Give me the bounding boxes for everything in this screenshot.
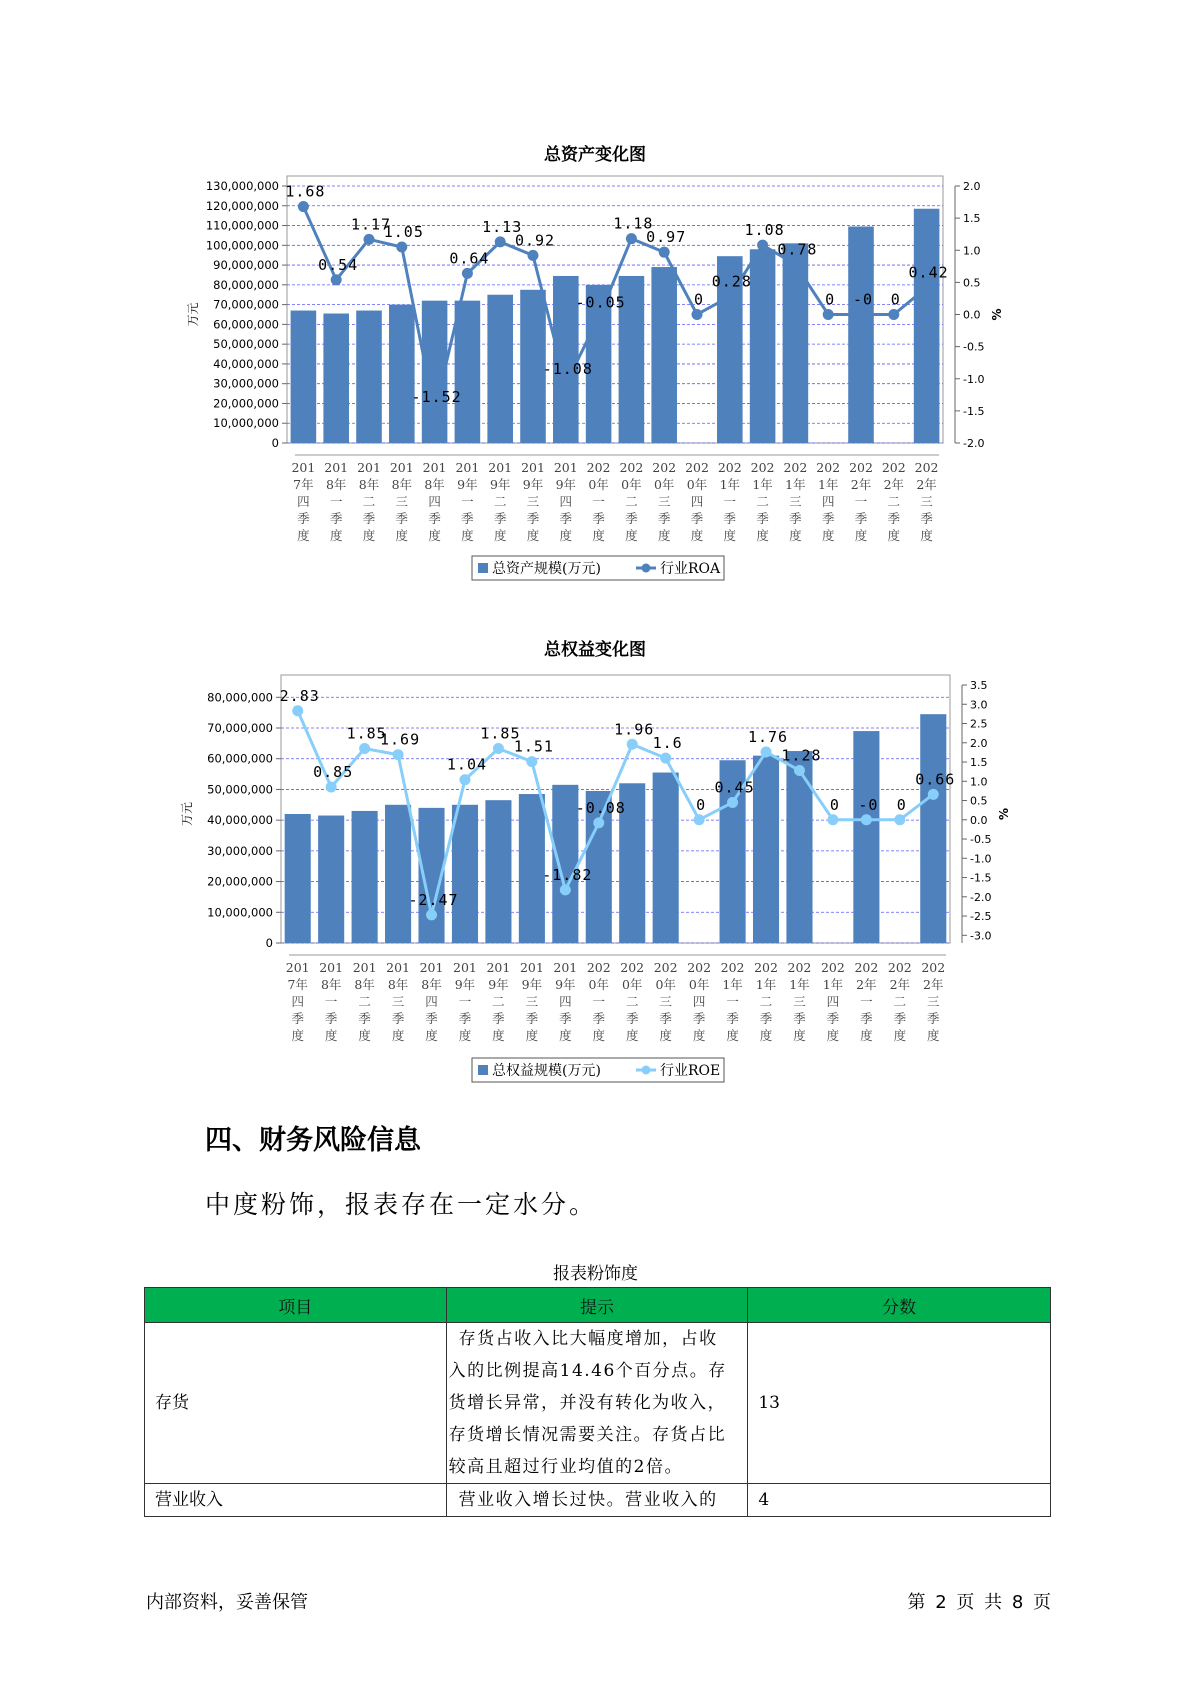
line-point [694,814,705,825]
data-label: -1.82 [542,865,593,884]
y-tick-label: 110,000,000 [205,218,279,233]
x-tick-label: 202 1年四季度 [820,960,845,1043]
y-tick-label: 80,000,000 [207,690,273,705]
data-label: -2.47 [408,890,459,909]
x-tick-label: 202 2年二季度 [887,960,912,1043]
hint-line: 营业收入增长过快。营业收入的 [458,1490,718,1510]
line-point [757,240,768,251]
data-label: -1.08 [542,359,593,378]
bar [385,805,411,943]
data-label: 2.83 [279,686,320,705]
y-axis-title: 万元 [186,302,200,327]
x-tick-label: 202 1年三季度 [787,960,812,1043]
x-tick-label: 202 2年一季度 [854,960,879,1043]
line-point [426,909,437,920]
row-hint [446,1323,748,1484]
y2-tick-label: -2.0 [970,890,992,904]
x-tick-label: 202 1年一季度 [720,960,745,1043]
y2-axis-title: % [997,807,1011,821]
y2-tick-label: 1.0 [963,244,981,258]
y-tick-label: 10,000,000 [207,905,273,920]
x-tick-label: 201 7年四季度 [285,960,310,1043]
line-point [921,282,932,293]
y-tick-label: 20,000,000 [213,396,279,411]
y2-tick-label: 1.0 [970,775,988,789]
line-point [292,705,303,716]
hint-line: 货增长异常，并没有转化为收入， [448,1393,727,1413]
legend-line-marker [642,1066,651,1075]
data-label: 0.66 [915,770,956,789]
y-tick-label: 130,000,000 [205,179,279,193]
data-label: 1.05 [383,223,424,242]
y2-tick-label: -1.0 [963,372,985,386]
bar [786,751,812,943]
bar [452,805,478,943]
data-label: 1.08 [744,221,785,240]
data-label: 0.45 [714,778,755,797]
bar [389,305,415,443]
y2-tick-label: -2.5 [970,910,992,924]
data-label: 1.6 [652,734,683,753]
row-item: 存货 [145,1323,447,1484]
y2-tick-label: 0.0 [963,308,981,322]
legend-bar-swatch [478,1065,488,1075]
x-tick-label: 202 1年三季度 [783,460,808,543]
y-tick-label: 50,000,000 [207,782,273,797]
y-tick-label: 80,000,000 [213,277,279,292]
y2-tick-label: -2.0 [963,437,985,450]
x-tick-label: 202 0年二季度 [620,960,645,1043]
data-label: 1.96 [614,720,655,739]
x-tick-label: 202 1年四季度 [816,460,841,543]
line-point [626,233,637,244]
legend-bar-swatch [478,563,488,573]
data-label: 0 [890,290,901,309]
bar [487,295,513,443]
bar [848,227,874,443]
y2-tick-label: -0.5 [970,833,992,847]
bar [323,314,349,443]
legend-bar-label: 总资产规模(万元) [492,561,601,577]
line-point [298,201,309,212]
line-point [528,250,539,261]
table-header-row [145,1288,1051,1323]
line-point [794,765,805,776]
line-point [861,814,872,825]
line-point [459,774,470,785]
line-point [560,884,571,895]
table-row [145,1484,1051,1517]
data-label: 1.85 [480,724,521,743]
x-tick-label: 201 8年二季度 [352,960,377,1043]
data-label: 1.51 [513,737,554,756]
data-label: 0.54 [318,255,359,274]
line-point [790,259,801,270]
data-label: 1.76 [747,728,789,747]
y2-tick-label: -3.0 [970,929,992,943]
x-tick-label: 202 1年二季度 [754,960,778,1043]
hint-line: 较高且超过行业均值的2倍。 [448,1457,683,1477]
x-tick-label: 201 8年一季度 [324,460,349,543]
data-label: -0.05 [575,293,626,312]
bar [651,267,677,443]
x-tick-label: 201 8年三季度 [386,960,411,1043]
y-tick-label: 100,000,000 [205,238,279,253]
line-point [493,743,504,754]
line-point [761,747,772,758]
row-score: 13 [748,1323,1051,1484]
line-point [593,817,604,828]
line-point [692,309,703,320]
header-hint: 提示 [446,1288,748,1323]
line-point [495,236,506,247]
data-label: 0 [693,290,705,309]
data-label: 0.92 [514,231,556,250]
line-point [659,247,670,258]
legend-line-marker [642,564,651,573]
x-tick-label: 201 7年四季度 [291,460,316,543]
bar [552,785,578,943]
total-assets-chart [0,130,1191,590]
line-point [928,789,939,800]
y-tick-label: 30,000,000 [207,843,273,858]
line-point [526,756,537,767]
y-tick-label: 90,000,000 [213,258,279,273]
legend-line-label: 行业ROA [660,561,721,577]
x-tick-label: 201 9年一季度 [453,960,477,1043]
row-score: 4 [748,1484,1051,1517]
y-axis-title: 万元 [180,801,194,827]
bar [485,800,511,943]
line-point [359,743,370,754]
line-point [856,309,867,320]
y2-tick-label: 0.5 [970,794,988,808]
data-label: 1.69 [380,730,421,749]
y-tick-label: 40,000,000 [213,356,279,371]
data-label: 1.28 [781,746,822,765]
x-tick-label: 202 0年四季度 [685,460,709,543]
chart-title: 总资产变化图 [544,145,646,165]
bar [914,209,940,443]
y-tick-label: 0 [265,936,273,950]
x-tick-label: 201 8年三季度 [389,460,414,543]
line-point [393,749,404,760]
y-tick-label: 10,000,000 [213,416,279,431]
data-label: -0 [858,795,879,814]
line-point [727,797,738,808]
bar [519,794,545,943]
y2-tick-label: -1.0 [970,852,992,866]
line-point [462,268,473,279]
x-tick-label: 201 9年二季度 [488,460,513,543]
row-item: 营业收入 [145,1484,447,1517]
data-label: 0.42 [908,263,949,282]
bar [853,731,879,943]
x-tick-label: 202 0年三季度 [652,460,677,543]
risk-table [144,1287,1051,1517]
hint-line: 存货占收入比大幅度增加，占收 [458,1329,718,1349]
y-tick-label: 70,000,000 [207,721,273,735]
x-tick-label: 202 0年一季度 [586,460,611,543]
header-score: 分数 [748,1288,1051,1323]
data-label: 0.85 [313,763,354,782]
legend-bar-label: 总权益规模(万元) [492,1063,601,1079]
data-label: -0.08 [575,798,626,817]
bar [920,714,946,943]
y2-tick-label: 2.5 [970,717,988,731]
line-point [894,814,905,825]
line-point [429,407,440,418]
bar [352,811,378,943]
x-tick-label: 202 2年三季度 [914,460,939,543]
line-point [326,782,337,793]
data-label: 0.28 [711,272,752,291]
y-tick-label: 20,000,000 [207,874,273,889]
line-point [724,291,735,302]
bar [455,301,481,443]
y-tick-label: 0 [271,436,279,450]
table-caption: 报表粉饰度 [553,1264,638,1284]
data-label: 1.68 [285,182,326,201]
hint-line: 存货增长情况需要关注。存货占比 [448,1425,727,1445]
y2-tick-label: 3.0 [970,698,988,712]
y2-tick-label: -1.5 [963,404,985,418]
y-tick-label: 30,000,000 [213,376,279,391]
line-point [593,312,604,323]
x-tick-label: 201 9年三季度 [521,460,545,543]
data-label: 0 [829,795,840,814]
x-tick-label: 201 9年一季度 [455,460,480,543]
x-tick-label: 202 2年三季度 [921,960,946,1043]
line-point [331,274,342,285]
data-label: -0 [852,290,874,309]
y-tick-label: 70,000,000 [213,297,279,312]
x-tick-label: 201 8年四季度 [422,460,447,543]
line-point [560,378,571,389]
x-tick-label: 201 8年四季度 [419,960,444,1043]
x-tick-label: 202 1年一季度 [717,460,742,543]
x-tick-label: 201 9年四季度 [553,460,578,543]
x-tick-label: 201 9年三季度 [519,960,544,1043]
y-tick-label: 50,000,000 [213,337,279,352]
bar [285,814,311,943]
table-row [145,1323,1051,1484]
line-point [823,309,834,320]
x-tick-label: 202 2年二季度 [881,460,906,543]
data-label: 0 [825,290,836,309]
y2-tick-label: 2.0 [963,180,981,193]
chart-title: 总权益变化图 [544,640,646,660]
bar [750,249,776,443]
x-tick-label: 202 0年二季度 [619,460,644,543]
x-tick-label: 201 8年一季度 [319,960,344,1043]
header-item: 项目 [145,1288,447,1323]
y2-tick-label: 2.0 [970,736,988,750]
total-equity-chart [0,632,1191,1092]
x-tick-label: 202 0年三季度 [653,960,678,1043]
total-assets-chart-svg [0,130,1191,590]
y-tick-label: 60,000,000 [213,317,279,332]
y2-tick-label: 1.5 [963,212,981,226]
data-label: 1.18 [613,214,654,233]
y2-axis-title: % [990,308,1004,321]
section-text: 中度粉饰，报表存在一定水分。 [205,1190,598,1219]
y-tick-label: 40,000,000 [207,813,273,828]
row-hint [446,1484,748,1517]
bar [653,773,679,943]
line-point [827,814,838,825]
bar [753,756,779,943]
data-label: 0.78 [777,240,818,259]
data-label: 0.64 [449,249,490,268]
line-point [627,739,638,750]
data-label: 1.13 [482,217,523,236]
x-tick-label: 202 0年一季度 [586,960,611,1043]
x-tick-label: 201 8年二季度 [357,460,381,543]
y2-tick-label: 0.5 [963,276,981,290]
data-label: 0.97 [646,228,687,247]
line-point [660,753,671,764]
x-tick-label: 201 9年二季度 [486,960,511,1043]
footer-confidential: 内部资料，妥善保管 [146,1592,308,1613]
data-label: 1.85 [346,724,387,743]
bar [356,311,382,443]
y2-tick-label: 0.0 [970,813,988,827]
y2-tick-label: 3.5 [970,679,988,692]
x-tick-label: 202 1年二季度 [750,460,775,543]
y2-tick-label: 1.5 [970,756,988,770]
section-title: 四、财务风险信息 [205,1125,421,1156]
line-point [364,234,375,245]
bar [783,243,809,443]
data-label: 1.17 [350,215,392,234]
total-equity-chart-svg [0,632,1191,1092]
data-label: -1.52 [411,388,462,407]
x-tick-label: 202 2年一季度 [849,460,873,543]
data-label: 0 [896,795,907,814]
data-label: 0 [696,795,707,814]
line-point [888,309,899,320]
legend-line-label: 行业ROE [660,1063,721,1079]
bar [318,816,344,943]
x-tick-label: 202 0年四季度 [687,960,712,1043]
y2-tick-label: -1.5 [970,871,992,885]
bar [291,311,317,443]
x-tick-label: 201 9年四季度 [553,960,578,1043]
y2-tick-label: -0.5 [963,340,985,354]
y-tick-label: 120,000,000 [205,198,279,213]
line-point [396,242,407,253]
data-label: 1.04 [446,755,488,774]
hint-line: 入的比例提高14.46个百分点。存 [448,1361,727,1381]
y-tick-label: 60,000,000 [207,751,273,766]
footer-page-number: 第 2 页 共 8 页 [907,1592,1051,1613]
